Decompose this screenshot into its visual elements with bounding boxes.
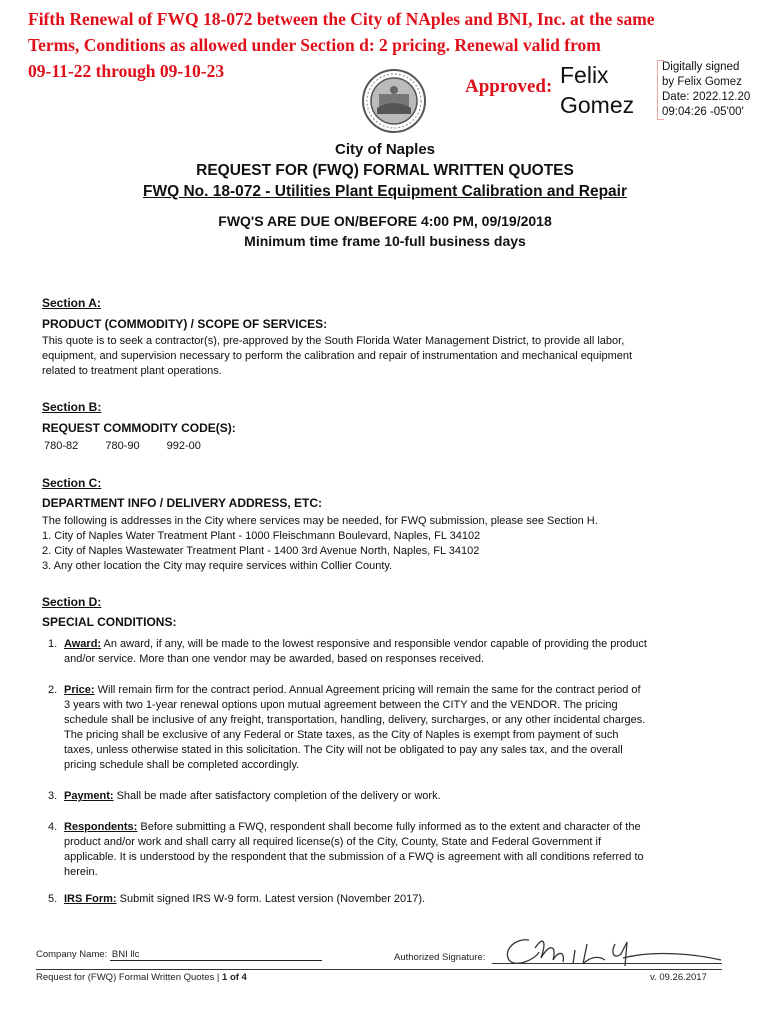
section-c-heading: DEPARTMENT INFO / DELIVERY ADDRESS, ETC: <box>42 496 323 510</box>
section-c-line: The following is addresses in the City where services may be needed, for FWQ submission, please see Section H. <box>42 515 598 527</box>
footer-page-number: 1 of 4 <box>222 972 247 983</box>
commodity-codes <box>44 440 225 452</box>
footer-doc-info <box>36 972 247 983</box>
signer-name <box>560 60 634 120</box>
due-date-heading: FWQ'S ARE DUE ON/BEFORE 4:00 PM, 09/19/2018 <box>218 213 552 229</box>
company-name-value: BNI llc <box>110 949 322 961</box>
footer-doc-name: Request for (FWQ) Formal Written Quotes <box>36 972 215 983</box>
section-a-line: equipment, and supervision necessary to perform the calibration and repair of instrumentation and mechanical equipment <box>42 350 633 362</box>
condition-line: Shall be made after satisfactory completion of the delivery or work. <box>116 790 441 802</box>
footer-separator: | <box>216 972 223 983</box>
condition-line: An award, if any, will be made to the lowest responsive and responsible vendor capable of providing the product <box>103 638 647 650</box>
condition-number: 5. <box>48 893 58 905</box>
renewal-line-3: 09-11-22 through 09-10-23 <box>28 61 225 81</box>
condition-award <box>48 637 720 667</box>
fwq-title: FWQ No. 18-072 - Utilities Plant Equipment Calibration and Repair <box>142 183 627 200</box>
signature-detail-line: 09:04:26 -05'00' <box>662 106 744 118</box>
condition-price <box>48 683 720 773</box>
section-c-line: 1. City of Naples Water Treatment Plant - 1000 Fleischmann Boulevard, Naples, FL 34102 <box>42 530 481 542</box>
company-name-label: Company Name: <box>36 949 108 960</box>
digital-signature-details <box>662 60 750 120</box>
section-d-heading: SPECIAL CONDITIONS: <box>42 615 177 629</box>
approved-label: Approved: <box>465 76 553 97</box>
signature-detail-line: by Felix Gomez <box>662 76 742 88</box>
footer-divider <box>36 969 722 970</box>
section-a-label: Section A: <box>42 296 101 310</box>
condition-line: applicable. It is understood by the respondent that the submission of a FWQ is agreement with all conditions referred to <box>64 851 644 863</box>
section-a-line: related to treatment plant operations. <box>42 365 222 377</box>
commodity-code: 780-90 <box>105 440 140 452</box>
condition-irs-form <box>48 892 720 907</box>
section-c-line: 3. Any other location the City may require services within Collier County. <box>42 560 393 572</box>
condition-number: 4. <box>48 821 58 833</box>
condition-line: Submit signed IRS W-9 form. Latest version (November 2017). <box>119 893 426 905</box>
condition-line: product and/or work and shall carry all required license(s) of the City, County, State and Federal Government if <box>64 836 602 848</box>
section-a-line: This quote is to seek a contractor(s), pre-approved by the South Florida Water Management District, to provide all labor, <box>42 335 625 347</box>
commodity-code: 780-82 <box>44 440 79 452</box>
condition-line: The pricing shall be exclusive of any Federal or State taxes, as the City of Naples is exempt from payment of such <box>64 729 619 741</box>
condition-line: herein. <box>64 866 98 878</box>
min-time-heading: Minimum time frame 10-full business days <box>244 233 526 249</box>
footer-version: v. 09.26.2017 <box>650 972 707 983</box>
handwritten-signature-icon <box>495 930 725 970</box>
condition-line: schedule shall be inclusive of any freight, transportation, handling, delivery, surcharges, or any other incidental charges. <box>64 714 646 726</box>
section-c-body <box>42 514 712 574</box>
section-d-label: Section D: <box>42 595 102 609</box>
request-heading: REQUEST FOR (FWQ) FORMAL WRITTEN QUOTES <box>196 162 574 179</box>
section-a-heading: PRODUCT (COMMODITY) / SCOPE OF SERVICES: <box>42 317 328 331</box>
condition-payment <box>48 789 720 804</box>
condition-line: Will remain firm for the contract period. Annual Agreement pricing will remain the same for the contract period of <box>97 684 641 696</box>
signer-last-name: Gomez <box>560 92 635 118</box>
signature-detail-line: Digitally signed <box>662 61 740 73</box>
condition-term: Respondents: <box>64 821 138 833</box>
condition-line: taxes, unless otherwise stated in this solicitation. The City will not be obligated to pay any sales tax, and the overall <box>64 744 623 756</box>
commodity-code: 992-00 <box>166 440 201 452</box>
authorized-signature-label: Authorized Signature: <box>394 952 486 963</box>
renewal-line-1: Fifth Renewal of FWQ 18-072 between the City of NAples and BNI, Inc. at the same <box>28 9 655 29</box>
section-c-line: 2. City of Naples Wastewater Treatment Plant - 1400 3rd Avenue North, Naples, FL 34102 <box>42 545 480 557</box>
renewal-line-2: Terms, Conditions as allowed under Section d: 2 pricing. Renewal valid from <box>28 35 601 55</box>
condition-respondents <box>48 820 720 880</box>
condition-term: Price: <box>64 684 95 696</box>
city-seal-icon <box>361 68 427 134</box>
condition-line: 3 years with two 1-year renewal options upon mutual agreement between the CITY and the VENDOR. The pricing <box>64 699 618 711</box>
section-b-heading: REQUEST COMMODITY CODE(S): <box>42 421 236 435</box>
company-name-field <box>36 949 322 961</box>
signer-first-name: Felix <box>560 62 609 88</box>
condition-line: Before submitting a FWQ, respondent shall become fully informed as to the extent and character of the <box>140 821 641 833</box>
condition-line: and/or service. More than one vendor may be awarded, based on responses received. <box>64 653 485 665</box>
city-heading: City of Naples <box>334 141 436 158</box>
condition-term: IRS Form: <box>64 893 117 905</box>
section-a-body <box>42 334 712 379</box>
signature-detail-line: Date: 2022.12.20 <box>662 91 751 103</box>
condition-number: 2. <box>48 684 58 696</box>
condition-number: 1. <box>48 638 58 650</box>
condition-term: Payment: <box>64 790 114 802</box>
section-c-label: Section C: <box>42 476 102 490</box>
condition-number: 3. <box>48 790 58 802</box>
condition-term: Award: <box>64 638 102 650</box>
section-b-label: Section B: <box>42 400 102 414</box>
condition-line: pricing schedule shall be completed accordingly. <box>64 759 300 771</box>
